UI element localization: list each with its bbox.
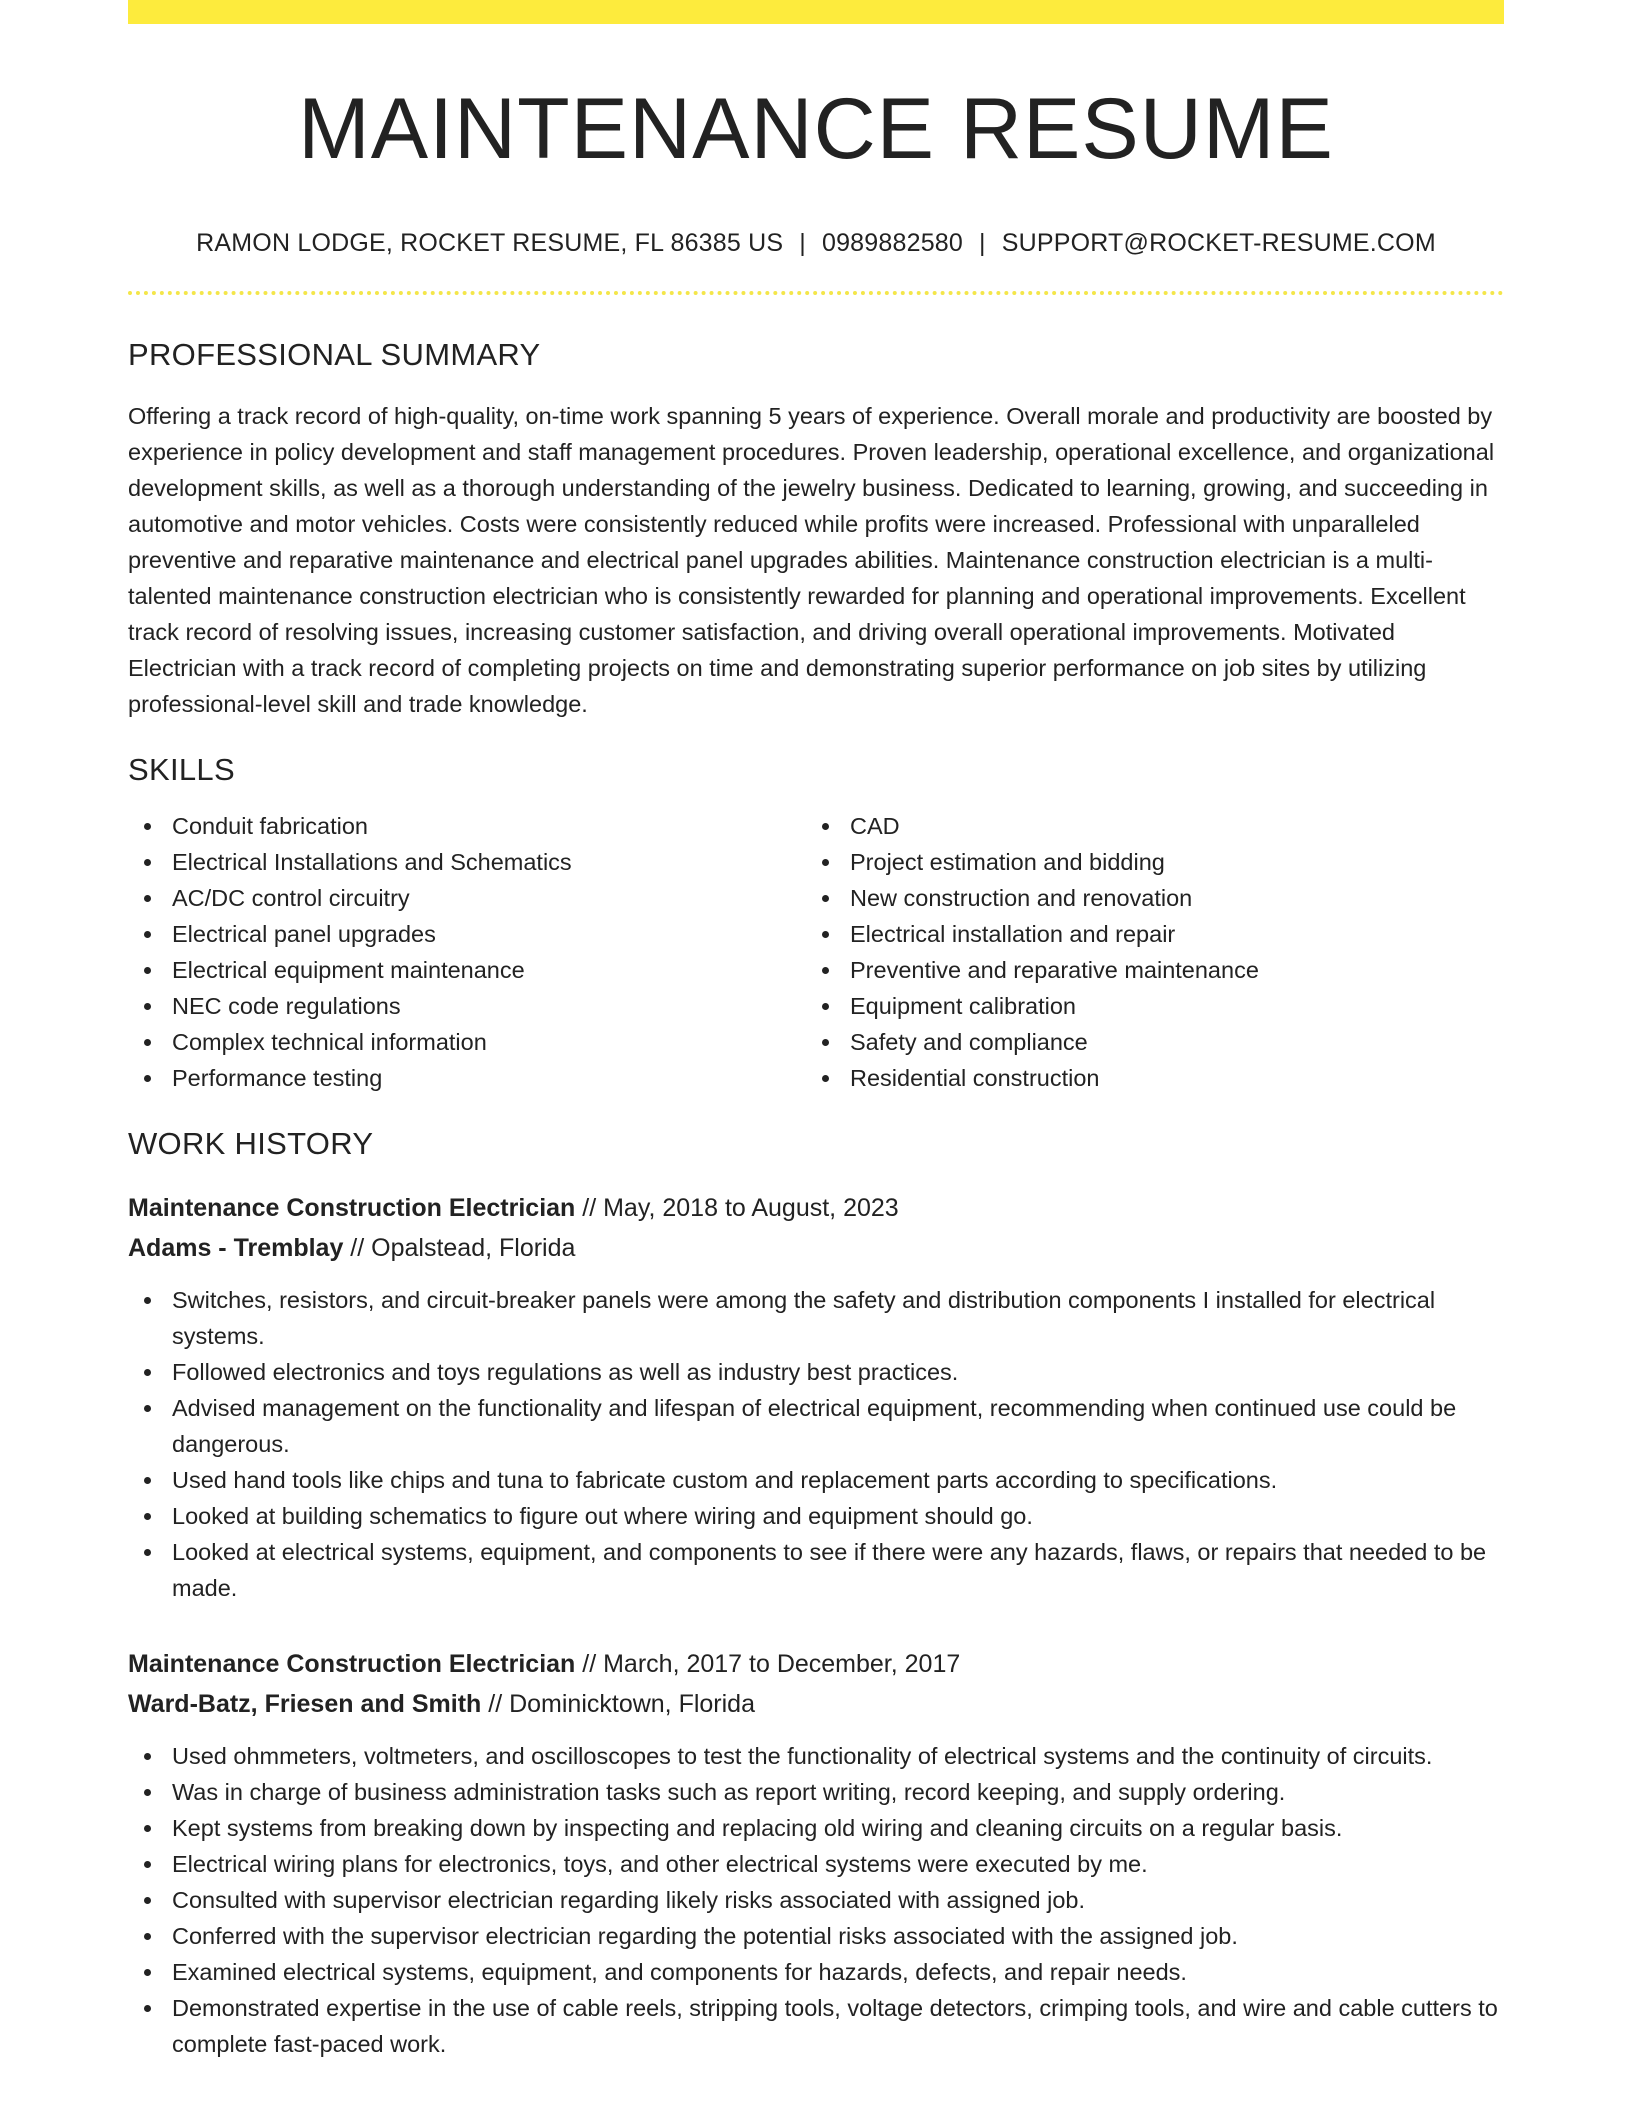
list-item: Kept systems from breaking down by inspecting and replacing old wiring and cleaning circuits on a regular basis. bbox=[128, 1810, 1504, 1846]
contact-email: SUPPORT@ROCKET-RESUME.COM bbox=[1001, 228, 1436, 257]
job-location: // Opalstead, Florida bbox=[343, 1233, 576, 1262]
list-item: NEC code regulations bbox=[128, 988, 806, 1024]
list-item: New construction and renovation bbox=[806, 880, 1484, 916]
accent-bar bbox=[128, 0, 1504, 24]
skills-column-right bbox=[806, 808, 1484, 1096]
job-bullets bbox=[128, 1282, 1504, 1606]
list-item: Complex technical information bbox=[128, 1024, 806, 1060]
job-company: Ward-Batz, Friesen and Smith bbox=[128, 1689, 482, 1718]
contact-address: RAMON LODGE, ROCKET RESUME, FL 86385 US bbox=[196, 228, 784, 257]
list-item: Consulted with supervisor electrician regarding likely risks associated with assigned job. bbox=[128, 1882, 1504, 1918]
list-item: Advised management on the functionality and lifespan of electrical equipment, recommending when continued use could be dangerous. bbox=[128, 1390, 1504, 1462]
work-history-list bbox=[128, 1188, 1504, 2062]
job-bullets bbox=[128, 1738, 1504, 2062]
contact-line bbox=[128, 229, 1504, 258]
resume-title: MAINTENANCE RESUME bbox=[298, 81, 1334, 177]
list-item: Looked at building schematics to figure out where wiring and equipment should go. bbox=[128, 1498, 1504, 1534]
job-dates: // May, 2018 to August, 2023 bbox=[575, 1193, 899, 1222]
list-item: AC/DC control circuitry bbox=[128, 880, 806, 916]
list-item: Electrical installation and repair bbox=[806, 916, 1484, 952]
list-item: Demonstrated expertise in the use of cable reels, stripping tools, voltage detectors, crimping tools, and wire and cable cutters to complete fast-paced work. bbox=[128, 1990, 1504, 2062]
contact-separator: | bbox=[799, 228, 806, 257]
contact-phone: 0989882580 bbox=[821, 228, 964, 257]
list-item: Electrical Installations and Schematics bbox=[128, 844, 806, 880]
job-title: Maintenance Construction Electrician bbox=[128, 1649, 576, 1678]
list-item: Was in charge of business administration tasks such as report writing, record keeping, and supply ordering. bbox=[128, 1774, 1504, 1810]
list-item: Examined electrical systems, equipment, and components for hazards, defects, and repair needs. bbox=[128, 1954, 1504, 1990]
list-item: Electrical equipment maintenance bbox=[128, 952, 806, 988]
list-item: Used ohmmeters, voltmeters, and oscilloscopes to test the functionality of electrical systems and the continuity of circuits. bbox=[128, 1738, 1504, 1774]
summary-paragraph: Offering a track record of high-quality, on-time work spanning 5 years of experience. Overall morale and productivity are boosted by experience in policy development and staff management procedures. Proven leadership, operational excellence, and organizational development skills, as well as a thorough understanding of the jewelry business. Dedicated to learning, growing, and succeeding in automotive and motor vehicles. Costs were consistently reduced while profits were increased. Professional with unparalleled preventive and reparative maintenance and electrical panel upgrades abilities. Maintenance construction electrician is a multi-talented maintenance construction electrician who is consistently rewarded for planning and operational improvements. Excellent track record of resolving issues, increasing customer satisfaction, and driving overall operational improvements. Motivated Electrician with a track record of completing projects on time and demonstrating superior performance on job sites by utilizing professional-level skill and trade knowledge. bbox=[128, 402, 1495, 717]
dotted-divider bbox=[128, 291, 1504, 295]
list-item: Switches, resistors, and circuit-breaker panels were among the safety and distribution components I installed for electrical systems. bbox=[128, 1282, 1504, 1354]
list-item: Conduit fabrication bbox=[128, 808, 806, 844]
job-title-line bbox=[128, 1188, 1504, 1228]
job-entry bbox=[128, 1188, 1504, 1606]
list-item: Project estimation and bidding bbox=[806, 844, 1484, 880]
job-title-line bbox=[128, 1644, 1504, 1684]
skills-list bbox=[128, 808, 1504, 1096]
list-item: Preventive and reparative maintenance bbox=[806, 952, 1484, 988]
resume-page bbox=[128, 0, 1504, 2062]
list-item: Safety and compliance bbox=[806, 1024, 1484, 1060]
skills-heading: SKILLS bbox=[128, 751, 235, 787]
list-item: Electrical panel upgrades bbox=[128, 916, 806, 952]
list-item: Equipment calibration bbox=[806, 988, 1484, 1024]
job-dates: // March, 2017 to December, 2017 bbox=[575, 1649, 961, 1678]
job-location: // Dominicktown, Florida bbox=[481, 1689, 755, 1718]
summary-heading: PROFESSIONAL SUMMARY bbox=[128, 336, 541, 372]
job-company: Adams - Tremblay bbox=[128, 1233, 344, 1262]
work-history-heading: WORK HISTORY bbox=[128, 1125, 374, 1161]
job-company-line bbox=[128, 1228, 1504, 1268]
list-item: Conferred with the supervisor electrician regarding the potential risks associated with the assigned job. bbox=[128, 1918, 1504, 1954]
list-item: Performance testing bbox=[128, 1060, 806, 1096]
list-item: Used hand tools like chips and tuna to fabricate custom and replacement parts according to specifications. bbox=[128, 1462, 1504, 1498]
job-title: Maintenance Construction Electrician bbox=[128, 1193, 576, 1222]
contact-separator: | bbox=[979, 228, 986, 257]
job-entry bbox=[128, 1644, 1504, 2062]
list-item: Electrical wiring plans for electronics, toys, and other electrical systems were executed by me. bbox=[128, 1846, 1504, 1882]
list-item: Followed electronics and toys regulations as well as industry best practices. bbox=[128, 1354, 1504, 1390]
list-item: CAD bbox=[806, 808, 1484, 844]
job-company-line bbox=[128, 1684, 1504, 1724]
list-item: Looked at electrical systems, equipment, and components to see if there were any hazards, flaws, or repairs that needed to be made. bbox=[128, 1534, 1504, 1606]
skills-column-left bbox=[128, 808, 806, 1096]
list-item: Residential construction bbox=[806, 1060, 1484, 1096]
